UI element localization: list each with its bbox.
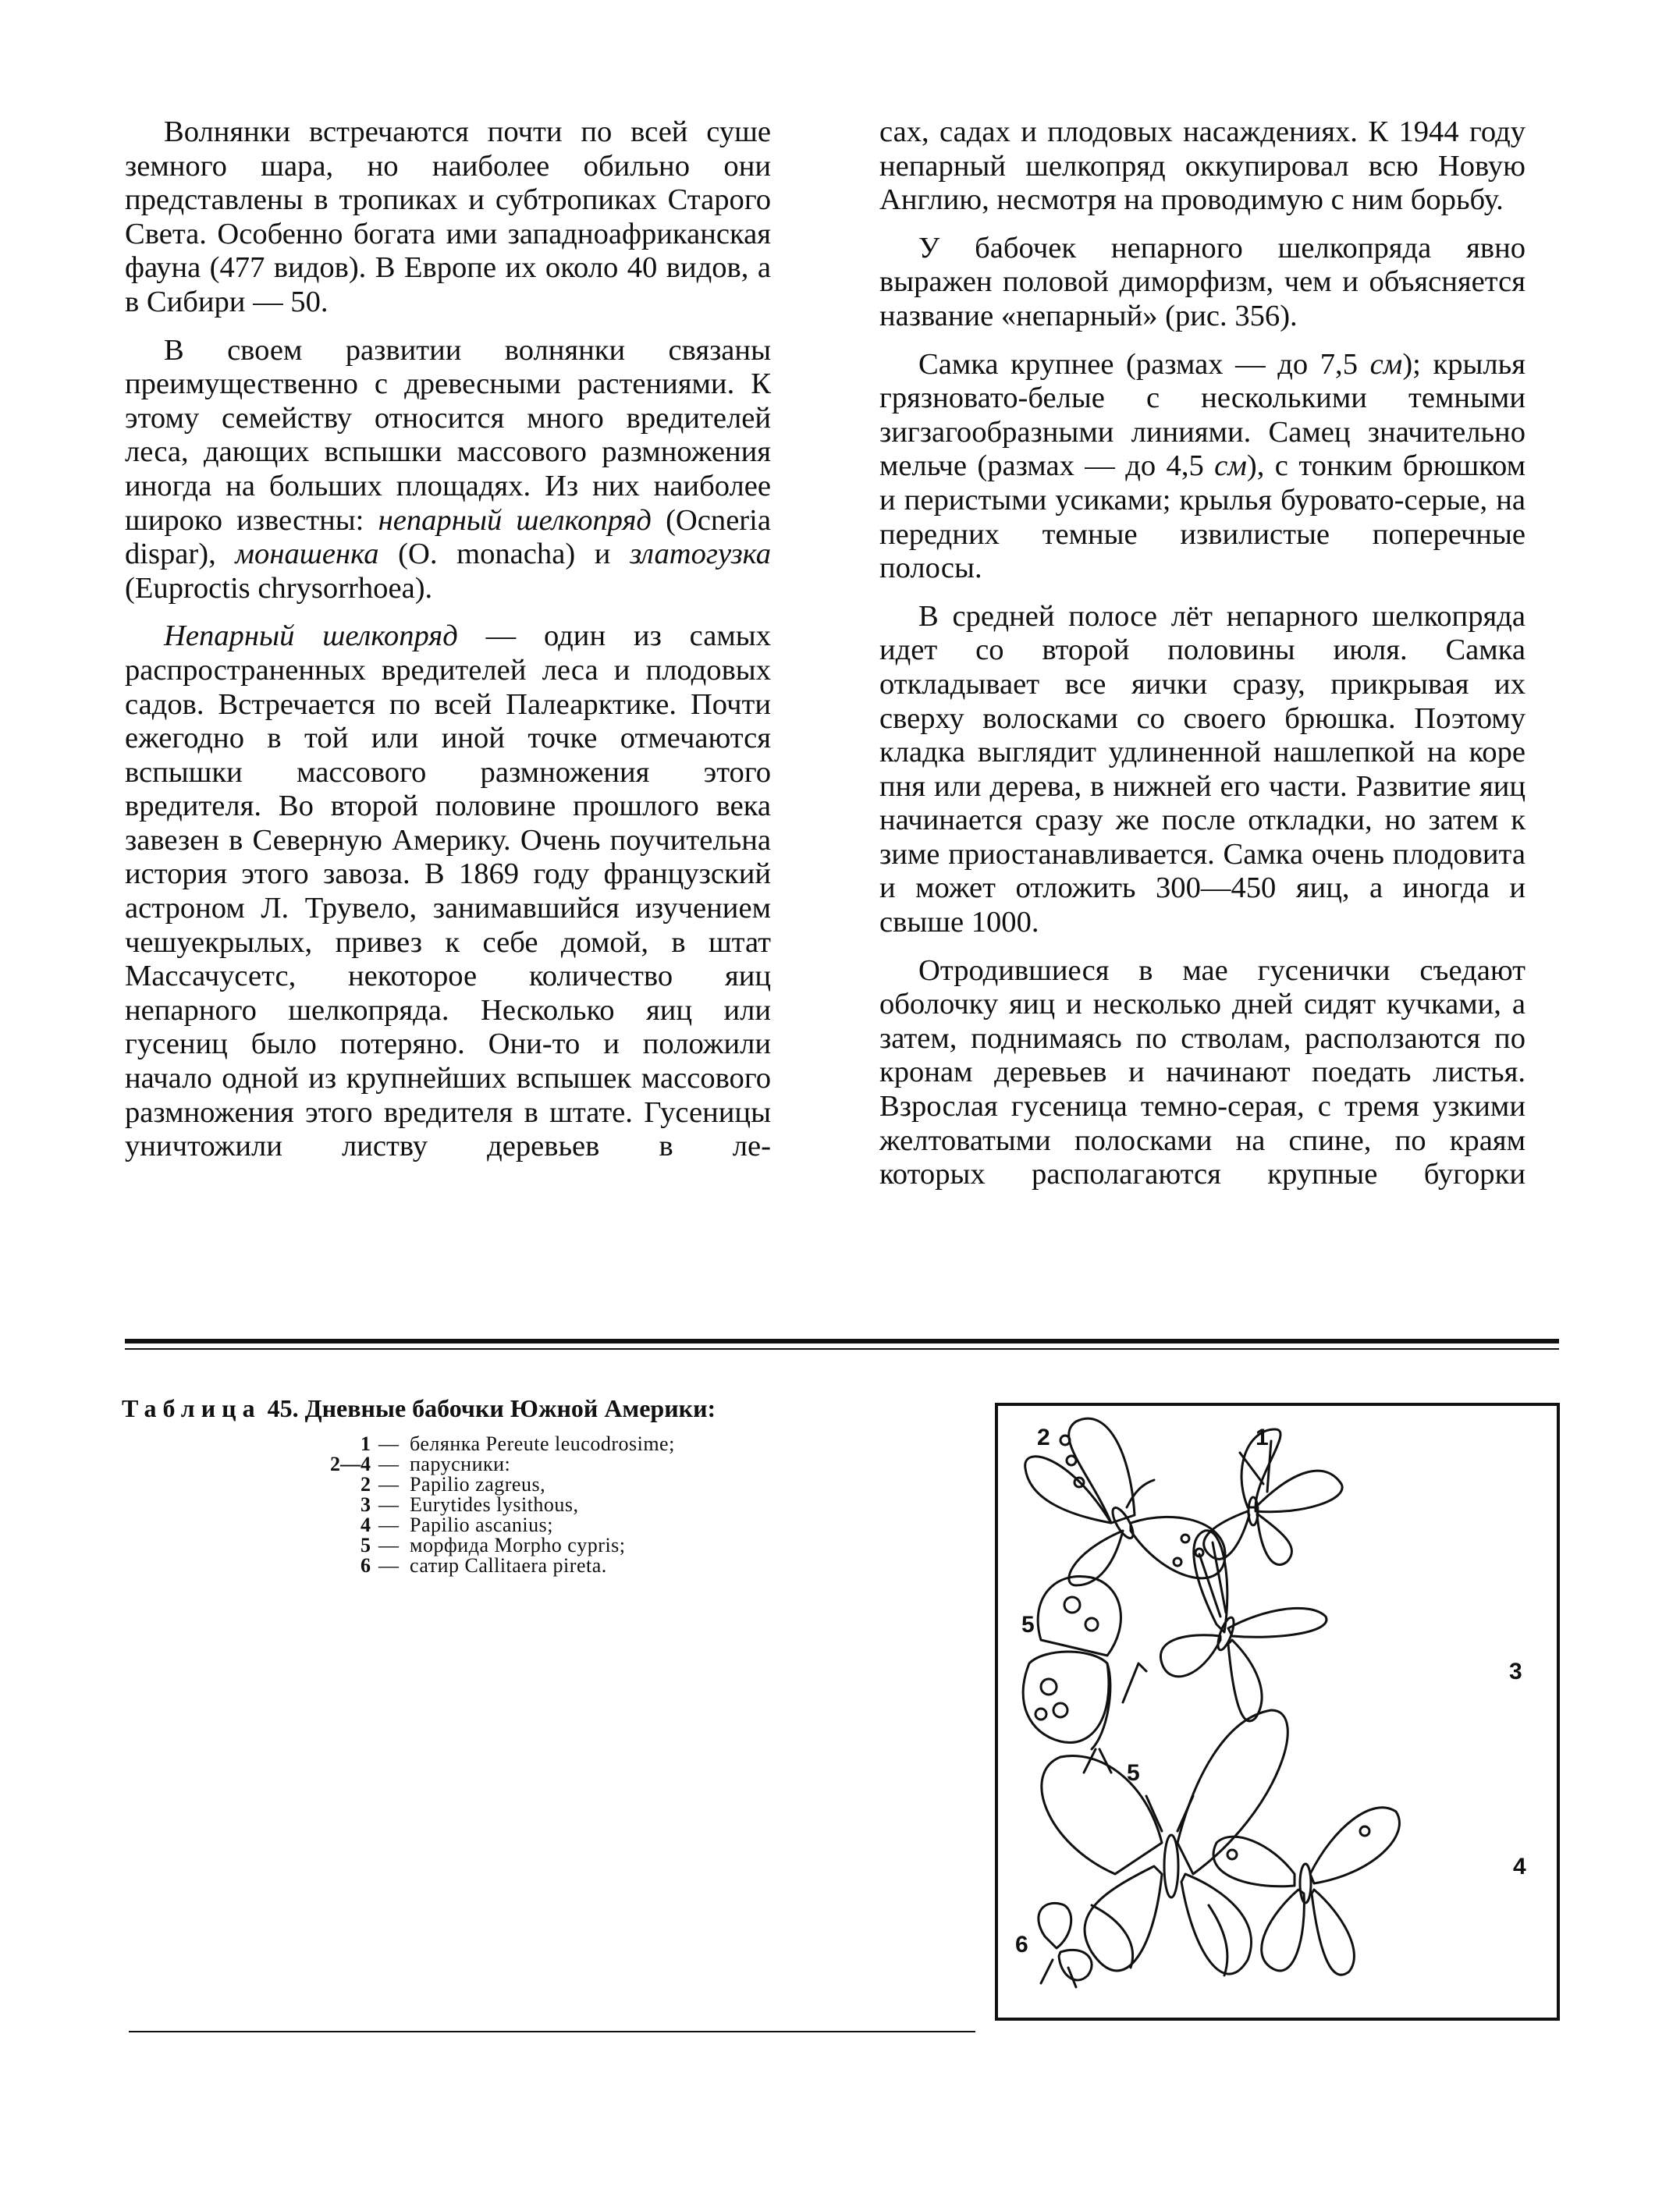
legend-text: морфида Morpho cypris;	[410, 1534, 626, 1556]
legend-number: 3	[361, 1493, 371, 1516]
plate-label: Таблица	[122, 1394, 261, 1422]
legend-row	[310, 1535, 675, 1556]
text-run: (Ocneria dispar),	[125, 503, 771, 571]
legend-number: 5	[361, 1534, 371, 1556]
species-name: непарный шелкопряд	[378, 503, 652, 537]
legend-dash: —	[378, 1534, 399, 1556]
bottom-rule	[129, 2031, 975, 2032]
paragraph	[879, 348, 1525, 586]
figure-label: 6	[1015, 1932, 1028, 1958]
legend-dash: —	[378, 1554, 399, 1577]
figure-label: 5	[1021, 1612, 1035, 1638]
right-text-column	[879, 115, 1525, 1206]
legend-text: белянка Pereute leucodrosime;	[410, 1432, 675, 1455]
figure-label: 3	[1509, 1659, 1522, 1684]
species-name: златогузка	[630, 538, 771, 571]
text-run: (Euproctis chrysorrhoea).	[125, 571, 433, 605]
legend-text: Papilio zagreus,	[410, 1473, 546, 1496]
legend-row	[310, 1556, 675, 1576]
paragraph: Волнянки встречаются почти по всей суше земного шара, но наиболее обильно они представлены в тропиках и субтропиках Старого Света. Особенно богата ими западноафриканская фауна (477 видов). В Европе их около 40 видов, а в Сибири — 50.	[125, 115, 771, 318]
section-divider	[125, 1339, 1559, 1343]
plate-title: 45. Дневные бабочки Южной Америки:	[261, 1394, 716, 1422]
paragraph: У бабочек непарного шелкопряда явно выражен половой диморфизм, чем и объясняется название «непарный» (рис. 356).	[879, 231, 1525, 332]
legend-text: парусники:	[410, 1453, 511, 1475]
unit: см	[1369, 347, 1403, 381]
butterfly-illustration	[998, 1406, 1557, 2018]
legend-number: 1	[361, 1432, 371, 1455]
butterfly-morpho-side-icon	[1023, 1576, 1146, 1773]
plate-caption-title	[122, 1394, 716, 1423]
butterfly-callitaera-icon	[1039, 1903, 1092, 1987]
legend-row	[310, 1475, 675, 1495]
paragraph: В средней полосе лёт непарного шелкопряда идет со второй половины июля. Самка откладывает все яички сразу, прикрывая их сверху волосками со своего брюшка. Поэтому кладка выглядит удлиненной нашлепкой на коре пня или дерева, в нижней его части. Развитие яиц начинается сразу же после откладки, но затем к зиме приостанавливается. Самка очень плодовита и может отложить 300—450 яиц, а иногда и свыше 1000.	[879, 599, 1525, 939]
unit: см	[1214, 449, 1247, 483]
figure-label: 2	[1037, 1425, 1050, 1450]
paragraph	[125, 334, 771, 606]
text-run: — один из самых распространенных вредителей леса и плодовых садов. Встречается по всей Палеарктике. Почти ежегодно в той или иной точке отмечаются вспышки массового размножения этого вредителя. Во второй половине прошлого века завезен в Северную Америку. Очень поучительна история этого завоза. В 1869 году французский астроном Л. Трувело, занимавшийся изучением чешуекрылых, привез к себе домой, в штат Массачусетс, некоторое количество яиц непарного шелкопряда. Несколько яиц или гусениц было потеряно. Они-то и положили начало одной из крупнейших вспышек массового размножения этого вредителя в штате. Гусеницы уничтожили листву деревьев в ле-	[125, 619, 771, 1163]
legend-text: Papilio ascanius;	[410, 1514, 553, 1536]
legend-number: 4	[361, 1514, 371, 1536]
legend-row	[310, 1434, 675, 1454]
paragraph	[125, 619, 771, 1164]
butterfly-morpho-open-icon	[1042, 1710, 1288, 1975]
legend-dash: —	[378, 1473, 399, 1496]
butterfly-eurytides-icon	[1160, 1531, 1327, 1721]
paragraph: сах, садах и плодовых насаждениях. К 1944 году непарный шелкопряд оккупировал всю Новую Англию, несмотря на проводимую с ним борьбу.	[879, 115, 1525, 217]
left-text-column	[125, 115, 771, 1178]
legend-dash: —	[378, 1493, 399, 1516]
legend-number: 6	[361, 1554, 371, 1577]
section-divider-thin	[125, 1348, 1559, 1350]
legend-row	[310, 1515, 675, 1535]
text-run: ); крылья грязновато-белые с несколькими темными зигзагообразными линиями. Самец значительно мельче (размах — до 4,5	[879, 347, 1525, 483]
legend-row	[310, 1495, 675, 1515]
legend-dash: —	[378, 1453, 399, 1475]
species-name: Непарный шелкопряд	[164, 619, 458, 653]
figure-label: 5	[1127, 1760, 1140, 1786]
butterfly-papilio-ascanius-icon	[1213, 1808, 1399, 1975]
text-run: ), с тонким брюшком и перистыми усиками; крылья буровато-серые, на передних темные извилистые поперечные полосы.	[879, 449, 1525, 585]
legend-text: сатир Callitaera pireta.	[410, 1554, 607, 1577]
legend-number: 2—4	[330, 1453, 371, 1475]
text-run: В своем развитии волнянки связаны преимущественно с древесными растениями. К этому семейству относится много вредителей леса, дающих вспышки массового размножения иногда на больших площадях. Из них наиболее широко известны:	[125, 333, 771, 537]
plate-legend	[310, 1434, 675, 1576]
text-run: (O. monacha) и	[378, 538, 630, 571]
legend-row	[310, 1454, 675, 1475]
species-name: монашенка	[235, 538, 379, 571]
legend-text: Eurytides lysithous,	[410, 1493, 579, 1516]
legend-dash: —	[378, 1514, 399, 1536]
legend-dash: —	[378, 1432, 399, 1455]
butterfly-plate-figure	[995, 1403, 1560, 2021]
legend-number: 2	[361, 1473, 371, 1496]
text-run: Самка крупнее (размах — до 7,5	[918, 347, 1370, 381]
figure-label: 1	[1256, 1425, 1269, 1450]
figure-label: 4	[1513, 1854, 1526, 1879]
paragraph: Отродившиеся в мае гусенички съедают оболочку яиц и несколько дней сидят кучками, а затем, поднимаясь по стволам, расползаются по кронам деревьев и начинают поедать листья. Взрослая гусеница темно-серая, с тремя узкими желтоватыми полосками на спине, по краям которых располагаются крупные бугорки	[879, 953, 1525, 1191]
